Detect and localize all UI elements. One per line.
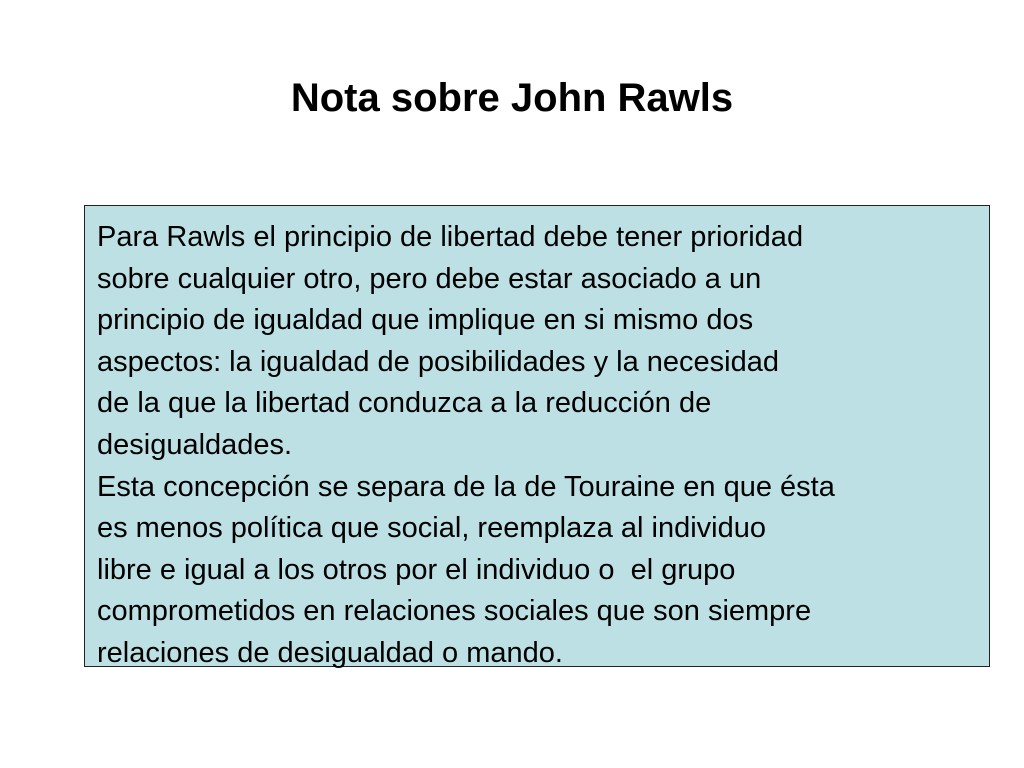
text-line: comprometidos en relaciones sociales que son siempre [97,595,812,628]
paragraph-rawls [97,217,979,467]
text-line: aspectos: la igualdad de posibilidades y la necesidad [97,345,779,378]
text-line: de la que la libertad conduzca a la reducción de [97,387,712,420]
text-line: principio de igualdad que implique en si mismo dos [97,304,754,337]
text-line: sobre cualquier otro, pero debe estar asociado a un [97,262,762,295]
text-line: libre e igual a los otros por el individuo o el grupo [97,553,736,586]
text-line: es menos política que social, reemplaza al individuo [97,512,766,545]
text-line: Para Rawls el principio de libertad debe tener prioridad [97,221,804,253]
text-box [84,205,990,667]
paragraph-touraine [97,467,979,675]
text-line: Esta concepción se separa de la de Touraine en que ésta [97,470,835,503]
text-line: relaciones de desigualdad o mando. [97,636,563,669]
slide-title: Nota sobre John Rawls [290,76,734,120]
text-line: desigualdades. [97,428,293,461]
